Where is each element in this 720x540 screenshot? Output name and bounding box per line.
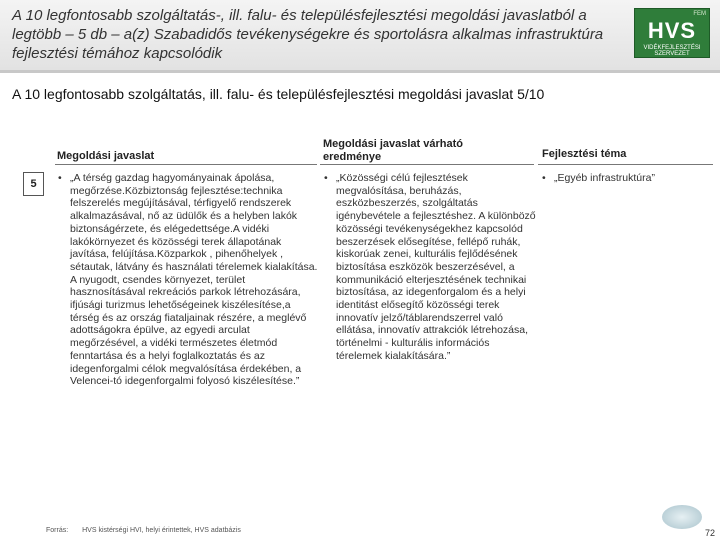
bullet-icon: • xyxy=(58,172,62,184)
page-subtitle: A 10 legfontosabb szolgáltatás, ill. falu- és településfejlesztési megoldási javaslat 5/10 xyxy=(12,86,545,102)
result-cell xyxy=(324,172,538,363)
theme-text: „Egyéb infrastruktúra” xyxy=(554,172,655,184)
column-divider-result xyxy=(320,164,534,165)
logo-badge: FEM xyxy=(693,11,706,17)
column-divider-theme xyxy=(538,164,713,165)
hvs-logo xyxy=(634,8,710,58)
header-title: A 10 legfontosabb szolgáltatás-, ill. falu- és településfejlesztési megoldási javaslatból a legtöbb – 5 db – a(z) Szabadidős tevékenységekre és sportolásra alkalmas infrastruktúra fejlesztési témához kapcsolódik xyxy=(12,7,604,62)
bullet-icon: • xyxy=(324,172,328,184)
column-header-result: Megoldási javaslat várható eredménye xyxy=(323,138,463,163)
proposal-text: „A térség gazdag hagyományainak ápolása, megőrzése.Közbiztonság fejlesztése:technika felszerelés megújításával, térfigyelő rendszerek alkalmazásával, nő az üdülők és a helyben lakók biztonságérzete, és elégedettsége.A vidéki lakókörnyezet és közösségi terek állapotának javítása, felújítása.Közparkok , pihenőhelyek , sétautak, látvány és használati térelemek kialakítása. A nyugodt, csendes környezet, terület hasznosításával rekreációs parkok létrehozására, ifjúsági turizmus lehetőségeinek kiszélesítése,a térség és az ország fiataljainak részére, a meglévő adottságokra épülve, az egyedi arculat megőrzésével, a vidéki természetes életmód fenntartása és a helyi foglalkoztatás és az idegenforgalmi célok megvalósítása érdekében, a Velencei-tó idegenforgalmi folyosó kiszélesítése.” xyxy=(70,172,318,388)
source-label: Forrás: xyxy=(46,527,69,534)
bullet-icon: • xyxy=(542,172,546,184)
source-text: HVS kistérségi HVI, helyi érintettek, HVS adatbázis xyxy=(82,527,241,534)
logo-text: HVS xyxy=(647,18,697,43)
globe-icon xyxy=(662,505,702,529)
proposal-cell xyxy=(58,172,320,388)
column-header-proposal: Megoldási javaslat xyxy=(57,150,155,162)
column-divider-proposal xyxy=(55,164,317,165)
theme-cell xyxy=(542,172,712,185)
source-note xyxy=(46,527,241,534)
column-header-theme: Fejlesztési téma xyxy=(542,148,627,160)
page-number: 72 xyxy=(705,528,716,538)
header-bar xyxy=(0,0,720,70)
result-text: „Közösségi célú fejlesztések megvalósítása, beruházás, eszközbeszerzés, szolgáltatás igénybevétele a fejlesztéshez. A különböző közösségi tevékenységekhez kapcsolód beszerzések elősegítése, fellépő ruhák, kiskorúak zenei, kulturális fejlődésének biztosítása eszközök beszerzésével, a kommunikáció elterjesztésének technikai biztosítása, az idegenforgalom és a helyi identitást elősegítő közösségi terek innovatív jelző/táblarendszerrel való ellátása, innovatív attrakciók létrehozása, történelmi - kulturális információs térelemek kialakítására.” xyxy=(336,172,536,362)
header-divider xyxy=(0,70,720,73)
logo-subtext: VIDÉKFEJLESZTÉSI SZERVEZET xyxy=(643,45,701,57)
row-number: 5 xyxy=(23,172,44,196)
